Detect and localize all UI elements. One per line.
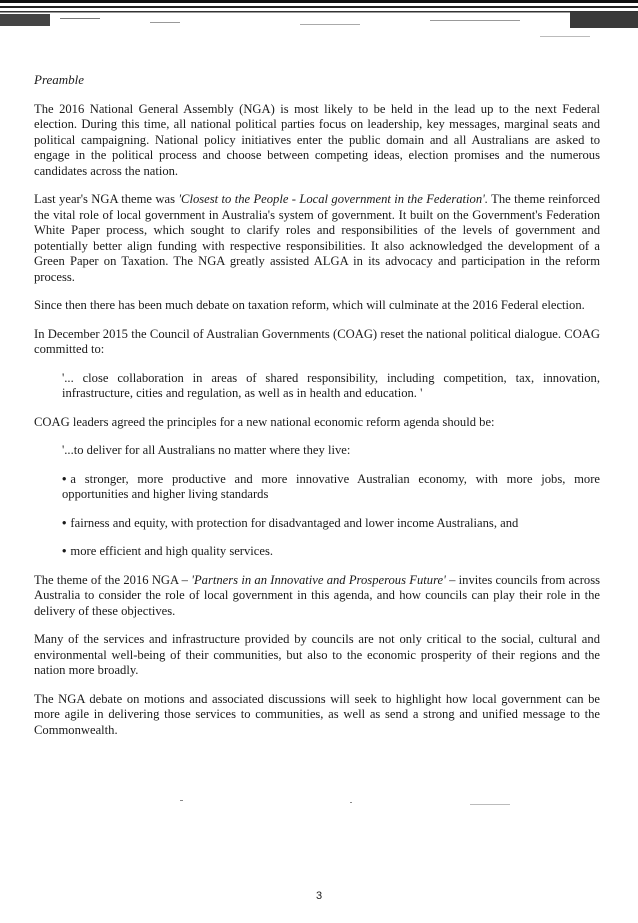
- paragraph-taxation-reform: Since then there has been much debate on taxation reform, which will culminate at the 2016 Federal election.: [34, 298, 585, 312]
- paragraph-text: – invites councils from across Australia to consider the role of local government in this agenda, and how councils can play their role in the delivery of these objectives.: [34, 572, 600, 618]
- bullet-icon: •: [62, 544, 67, 558]
- paragraph-2016-theme: [34, 573, 600, 620]
- paragraph-text: The theme reinforced the vital role of local government in Australia's system of government. It built on the Government's Federation White Paper process, which sought to clarify roles and responsibilities of the levels of government and potentially better align funding with respective responsibilities. It also acknowledged the development of a Green Paper on Taxation. The NGA greatly assisted ALGA in its advocacy and participation in the reform process.: [34, 192, 600, 284]
- bullet-icon: •: [62, 471, 67, 486]
- paragraph-coag-reset: In December 2015 the Council of Australian Governments (COAG) reset the national political dialogue. COAG committed to:: [34, 326, 600, 356]
- paragraph-nga-2016-context: The 2016 National General Assembly (NGA) is most likely to be held in the lead up to the next Federal election. During this time, all national political parties focus on leadership, key messages, marginal seats and political campaigning. National policy initiatives enter the public domain and all Australians are asked to engage in the political process and choose between competing ideas, election promises and the numerous candidates across the nation.: [34, 101, 600, 178]
- paragraph-council-services: Many of the services and infrastructure provided by councils are not only critical to the social, cultural and environmental well-being of their communities, but also to the economic prosperity of their regions and the nation more broadly.: [34, 632, 600, 677]
- list-item-text: more efficient and high quality services.: [70, 544, 274, 558]
- scan-speck: [470, 804, 510, 805]
- bullet-icon: •: [62, 515, 67, 530]
- paragraph-text: The theme of the 2016 NGA –: [34, 572, 192, 587]
- coag-principles-quote: '...to deliver for all Australians no matter where they live:: [62, 443, 351, 457]
- paragraph-text: Last year's NGA theme was: [34, 192, 179, 206]
- list-item-text: fairness and equity, with protection for disadvantaged and lower income Australians, and: [70, 515, 519, 530]
- list-item-text: a stronger, more productive and more innovative Australian economy, with more jobs, more opportunities and higher living standards: [62, 471, 600, 501]
- scan-speck: [350, 802, 352, 803]
- scan-header-artifact: [0, 0, 638, 42]
- document-body: [34, 72, 600, 751]
- scan-speck: [180, 800, 183, 801]
- list-item: [62, 516, 600, 532]
- coag-quote: '... close collaboration in areas of shared responsibility, including competition, tax, innovation, infrastructure, cities and regulation, as well as in health and education. ': [62, 370, 600, 400]
- page-number: 3: [315, 890, 323, 902]
- list-item: [62, 472, 600, 503]
- paragraph-nga-debate: The NGA debate on motions and associated discussions will seek to highlight how local government can be more agile in delivering those services to communities, as well as send a strong and unified message to the Commonwealth.: [34, 691, 600, 737]
- paragraph-last-year-theme: [34, 192, 600, 285]
- list-item: [62, 544, 600, 560]
- theme-title-2016: 'Partners in an Innovative and Prosperous Future': [191, 572, 446, 587]
- theme-title-2015: 'Closest to the People - Local government in the Federation'.: [178, 192, 488, 206]
- section-heading: Preamble: [34, 72, 85, 87]
- paragraph-coag-principles: COAG leaders agreed the principles for a new national economic reform agenda should be:: [34, 414, 495, 429]
